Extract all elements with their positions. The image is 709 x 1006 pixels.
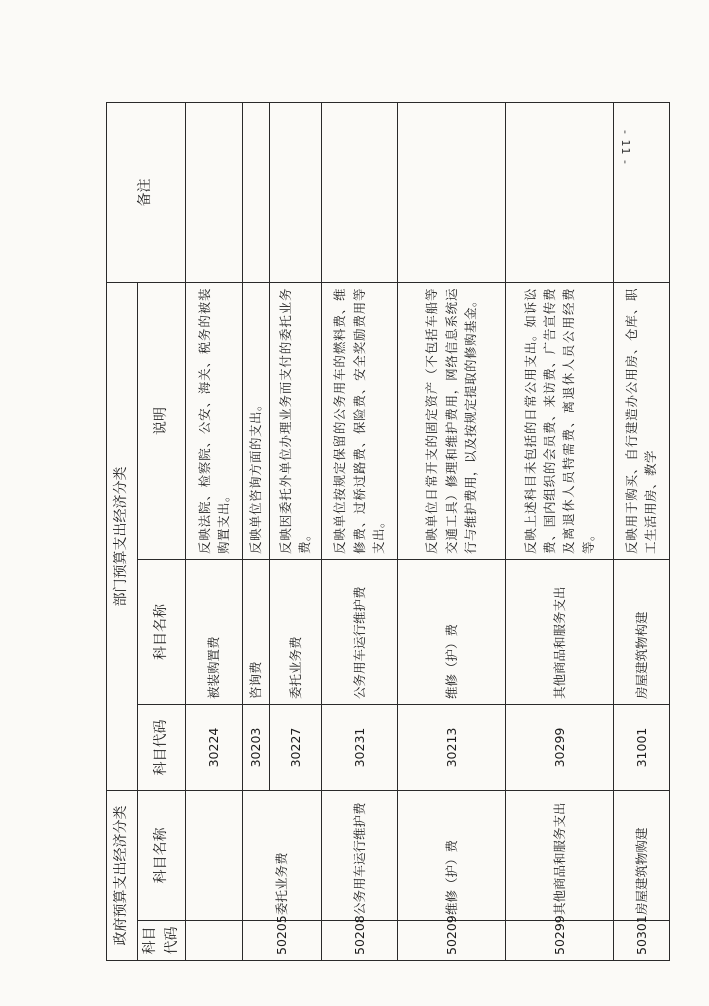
gov-name-cell: [186, 791, 242, 921]
dept-name-cell: 维修（护）费: [398, 560, 506, 705]
dept-code-cell: 30203: [242, 705, 269, 791]
description-cell: 反映用于购买、自行建造办公用房、仓库、职工生活用房、教学: [613, 282, 669, 559]
table-row: [321, 102, 397, 960]
table-row: [242, 102, 269, 960]
table-row: [505, 102, 613, 960]
table-row: [186, 102, 242, 960]
table-row: [613, 102, 669, 960]
description-cell: 反映上述科目未包括的日常公用支出。如诉讼费、国内组织的会员费、来访费、广告宣传费及离退休人员特需费、离退休人员公用经费等。: [505, 282, 613, 559]
remark-cell: [242, 102, 269, 282]
dept-name-cell: 咨询费: [242, 560, 269, 705]
gov-code-cell: 50301: [613, 921, 669, 961]
dept-code-cell: 30213: [398, 705, 506, 791]
dept-code-cell: 30231: [321, 705, 397, 791]
table-row: [398, 102, 506, 960]
remark-cell: [613, 102, 669, 282]
gov-name-cell: 委托业务费: [242, 791, 321, 921]
gov-code-cell: [186, 921, 242, 961]
gov-code-cell: 50299: [505, 921, 613, 961]
dept-code-cell: 31001: [613, 705, 669, 791]
page-number: - 11 -: [619, 130, 632, 165]
description-cell: 反映法院、检察院、公安、海关、税务的被装购置支出。: [186, 282, 242, 559]
description-header: 说明: [138, 282, 186, 559]
dept-name-header: 科目名称: [138, 560, 186, 705]
remark-cell: [398, 102, 506, 282]
department-group-header: 部门预算支出经济分类: [107, 282, 138, 790]
description-cell: 反映因委托外单位办理业务而支付的委托业务费。: [269, 282, 321, 559]
gov-name-cell: 公务用车运行维护费: [321, 791, 397, 921]
dept-name-cell: 其他商品和服务支出: [505, 560, 613, 705]
gov-name-cell: 房屋建筑物购建: [613, 791, 669, 921]
dept-code-cell: 30224: [186, 705, 242, 791]
dept-code-cell: 30227: [269, 705, 321, 791]
description-cell: 反映单位日常开支的固定资产（不包括车船等交通工具）修理和维护费用，网络信息系统运行与维护费用，以及按规定提取的修购基金。: [398, 282, 506, 559]
gov-code-cell: 50208: [321, 921, 397, 961]
gov-code-cell: 50205: [242, 921, 321, 961]
rotated-table-container: [106, 103, 670, 961]
description-cell: 反映单位咨询方面的支出。: [242, 282, 269, 559]
dept-name-cell: 房屋建筑物构建: [613, 560, 669, 705]
dept-name-cell: 委托业务费: [269, 560, 321, 705]
government-group-header: 政府预算支出经济分类: [107, 791, 138, 961]
budget-classification-table: [106, 102, 670, 961]
gov-name-cell: 其他商品和服务支出: [505, 791, 613, 921]
gov-name-cell: 维修（护）费: [398, 791, 506, 921]
remark-cell: [269, 102, 321, 282]
dept-code-header: 科目代码: [138, 705, 186, 791]
dept-name-cell: 公务用车运行维护费: [321, 560, 397, 705]
gov-code-cell: 50209: [398, 921, 506, 961]
description-cell: 反映单位按规定保留的公务用车的燃料费、维修费、过桥过路费、保险费、安全奖励费用等支出。: [321, 282, 397, 559]
group-header-row: [107, 102, 138, 960]
remarks-header: 备注: [107, 102, 186, 282]
dept-code-cell: 30299: [505, 705, 613, 791]
remark-cell: [321, 102, 397, 282]
dept-name-cell: 被装购置费: [186, 560, 242, 705]
gov-code-header: 科目代码: [138, 921, 186, 961]
remark-cell: [186, 102, 242, 282]
gov-name-header: 科目名称: [138, 791, 186, 921]
remark-cell: [505, 102, 613, 282]
